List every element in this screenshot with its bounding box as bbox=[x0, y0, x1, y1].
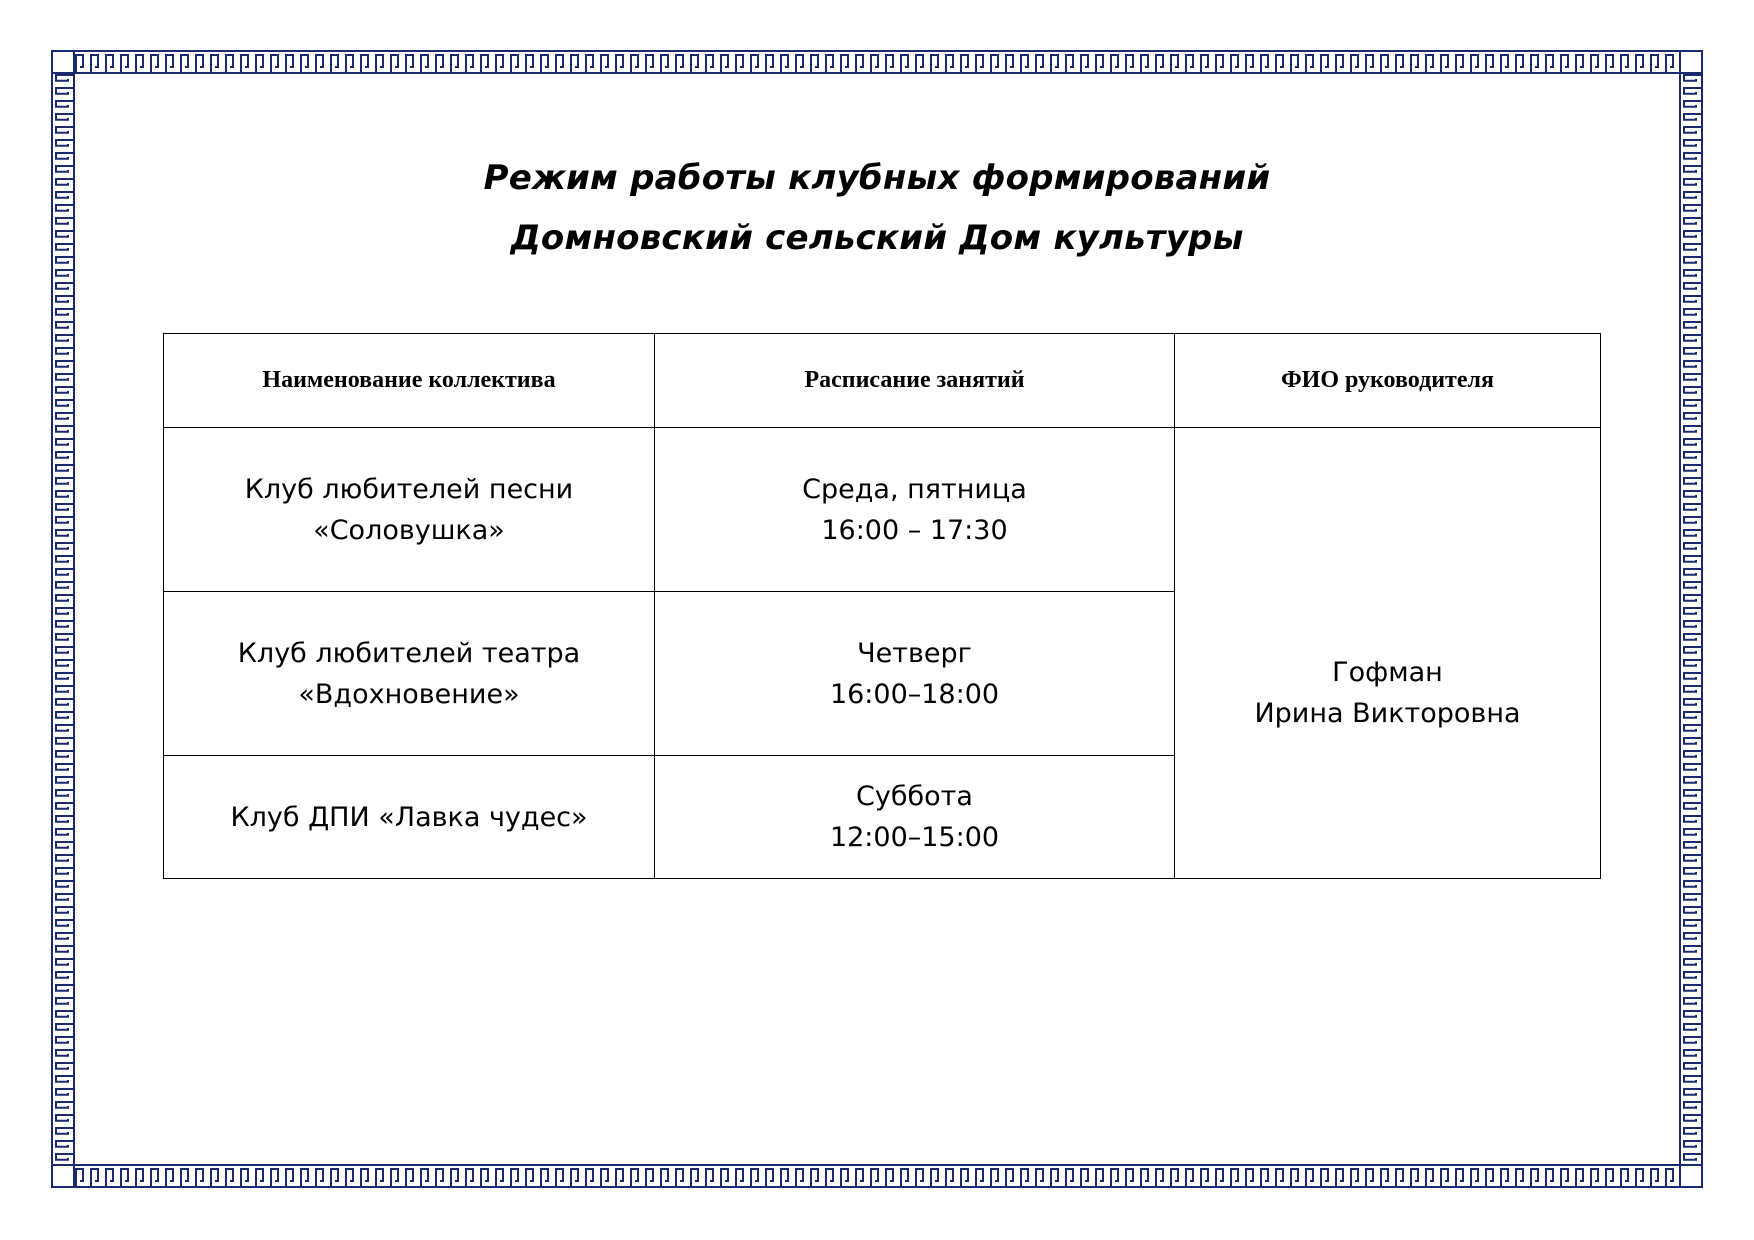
leader-given-names: Ирина Викторовна bbox=[1254, 698, 1521, 729]
schedule-time: 16:00–18:00 bbox=[829, 678, 1000, 710]
leader-surname: Гофман bbox=[1332, 657, 1443, 688]
border-bottom bbox=[52, 1165, 1702, 1187]
table-row bbox=[164, 428, 1601, 592]
collective-name-line: «Вдохновение» bbox=[298, 678, 520, 710]
border-top bbox=[52, 51, 1702, 73]
collective-name-cell bbox=[164, 592, 655, 756]
header-collective-name: Наименование коллектива bbox=[164, 334, 655, 428]
leader-cell bbox=[1175, 428, 1601, 879]
collective-name-line: Клуб любителей песни bbox=[244, 473, 574, 505]
schedule-table bbox=[163, 333, 1601, 879]
schedule-cell bbox=[655, 592, 1175, 756]
collective-name-line: «Соловушка» bbox=[313, 514, 505, 546]
header-schedule: Расписание занятий bbox=[655, 334, 1175, 428]
title-line-2: Домновский сельский Дом культуры bbox=[510, 218, 1244, 258]
border-bottom-meander bbox=[74, 1169, 1679, 1187]
header-leader: ФИО руководителя bbox=[1175, 334, 1601, 428]
collective-name-line: Клуб ДПИ «Лавка чудес» bbox=[230, 801, 588, 833]
schedule-time: 16:00 – 17:30 bbox=[821, 514, 1008, 546]
collective-name-line: Клуб любителей театра bbox=[237, 637, 581, 669]
schedule-cell bbox=[655, 428, 1175, 592]
table-header-row bbox=[164, 334, 1601, 428]
border-top-meander bbox=[74, 55, 1679, 73]
title-line-1: Режим работы клубных формирований bbox=[483, 158, 1271, 198]
schedule-days: Среда, пятница bbox=[802, 473, 1027, 505]
schedule-cell bbox=[655, 756, 1175, 879]
schedule-time: 12:00–15:00 bbox=[829, 822, 1000, 853]
page-title bbox=[0, 148, 1754, 268]
collective-name-cell bbox=[164, 756, 655, 879]
schedule-days: Четверг bbox=[857, 637, 972, 669]
collective-name-cell bbox=[164, 428, 655, 592]
schedule-days: Суббота bbox=[856, 781, 973, 812]
